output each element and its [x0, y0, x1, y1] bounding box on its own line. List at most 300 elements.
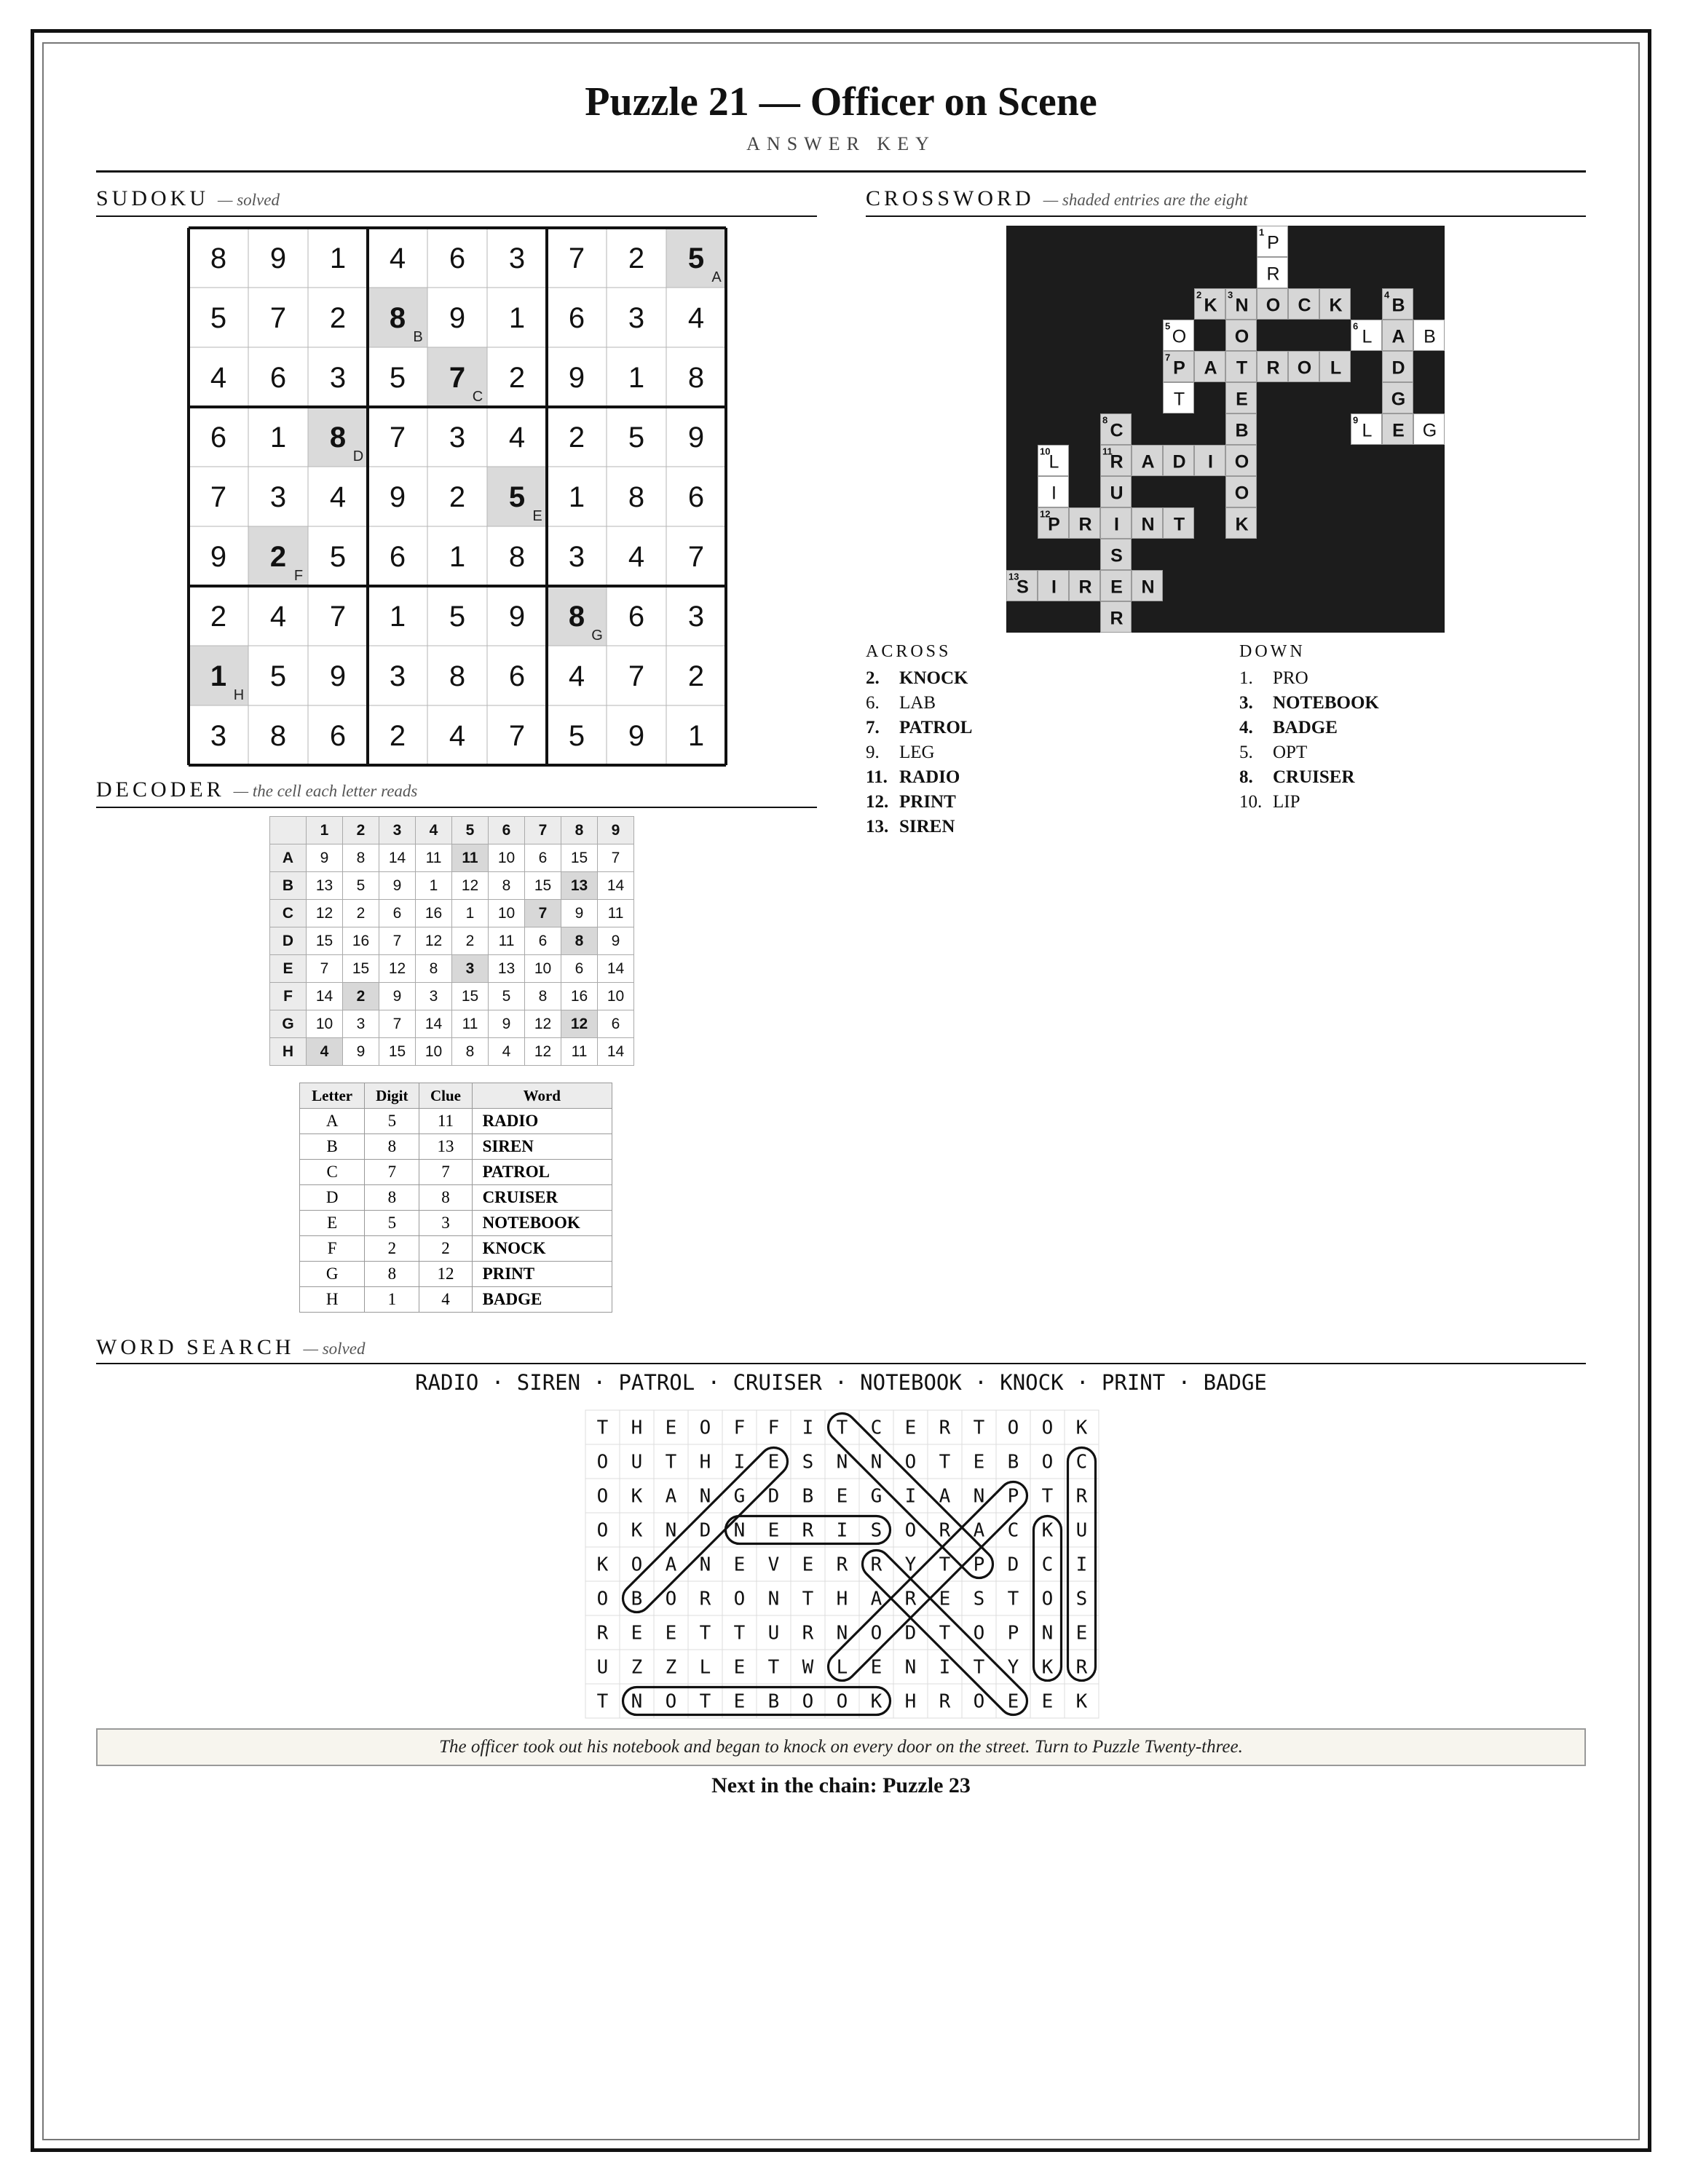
decoder-cell: 6 [525, 844, 561, 872]
wordsearch-letter: D [904, 1622, 917, 1645]
across-clue-answer: SIREN [899, 817, 955, 836]
decoder-column-header: 3 [379, 817, 416, 844]
sudoku-cell-tag: B [413, 329, 423, 345]
decoder-cell-highlighted: 7 [525, 900, 561, 927]
sudoku-digit: 9 [687, 422, 705, 454]
sudoku-digit: 2 [687, 660, 705, 692]
answer-row [300, 1287, 612, 1313]
crossword-letter: P [1048, 514, 1060, 535]
crossword-letter: D [1172, 451, 1186, 472]
hidden-message: The officer took out his notebook and began to knock on every door on the street. Turn to Puzzle Twenty-three. [96, 1728, 1586, 1766]
sudoku-digit: 6 [568, 302, 585, 334]
wordsearch-letter: E [767, 1519, 780, 1542]
sudoku-digit: 1 [508, 302, 526, 334]
wordsearch-letter: N [973, 1485, 985, 1508]
answer-digit: 5 [365, 1109, 419, 1134]
decoder-cell-highlighted: 11 [452, 844, 489, 872]
wordsearch-letter: N [699, 1554, 711, 1576]
crossword-grid [1006, 226, 1446, 633]
across-clue-answer: PATROL [899, 718, 973, 737]
decoder-cell: 10 [489, 844, 525, 872]
decoder-cell: 8 [452, 1038, 489, 1066]
decoder-cell: 5 [343, 872, 379, 900]
sudoku-digit: 5 [568, 720, 585, 752]
crossword-heading [866, 186, 1248, 211]
crossword-letter: N [1141, 514, 1155, 535]
answer-clue: 4 [419, 1287, 472, 1313]
wordsearch-letter: T [939, 1451, 951, 1473]
crossword-letter: A [1391, 326, 1405, 347]
sudoku-digit: 8 [687, 362, 705, 394]
sudoku-digit: 2 [449, 481, 466, 513]
decoder-row-letter: F [270, 983, 307, 1010]
down-clue-number: 10. [1239, 792, 1263, 812]
sudoku-cell-tag: C [472, 389, 483, 405]
decoder-cell-highlighted: 2 [343, 983, 379, 1010]
sudoku-digit: 4 [210, 362, 227, 394]
across-clue [866, 691, 972, 716]
decoder-cell: 7 [307, 955, 343, 983]
decoder-cell: 12 [416, 927, 452, 955]
down-clue-answer: CRUISER [1273, 767, 1355, 787]
wordsearch-letter: T [1041, 1485, 1054, 1508]
sudoku-digit: 1 [389, 601, 406, 633]
sudoku-digit: 5 [210, 302, 227, 334]
next-puzzle-label: Next in the chain: Puzzle 23 [711, 1773, 971, 1797]
sudoku-cell-tag: D [352, 448, 364, 464]
sudoku-digit: 9 [269, 242, 287, 274]
crossword-letter: R [1266, 264, 1280, 285]
sudoku-digit: 3 [269, 481, 287, 513]
answer-column-header: Word [472, 1083, 612, 1109]
sudoku-digit: 5 [508, 481, 526, 513]
answer-digit: 5 [365, 1211, 419, 1236]
decoder-cell: 15 [452, 983, 489, 1010]
sudoku-digit: 1 [687, 720, 705, 752]
wordsearch-letter: Y [904, 1554, 917, 1576]
crossword-letter: I [1051, 483, 1057, 504]
wordsearch-letter: S [802, 1451, 814, 1473]
wordsearch-letter: K [631, 1485, 643, 1508]
answer-word: NOTEBOOK [472, 1211, 612, 1236]
answer-word: RADIO [472, 1109, 612, 1134]
decoder-cell: 15 [525, 872, 561, 900]
wordsearch-letter: O [699, 1417, 711, 1439]
decoder-row [270, 844, 634, 872]
decoder-cell: 9 [598, 927, 634, 955]
sudoku-digit: 3 [628, 302, 645, 334]
across-clue [866, 666, 972, 691]
wordsearch-letter: U [596, 1656, 609, 1679]
crossword-clue-number: 4 [1384, 289, 1390, 301]
wordsearch-letter: R [1075, 1485, 1088, 1508]
crossword-clue-number: 2 [1196, 289, 1202, 301]
crossword-letter: O [1234, 451, 1249, 472]
wordsearch-letter: D [1007, 1554, 1019, 1576]
wordsearch-letter: A [973, 1519, 985, 1542]
across-clue [866, 815, 972, 839]
wordsearch-letter: C [1007, 1519, 1019, 1542]
crossword-clue-number: 7 [1165, 352, 1171, 363]
answer-digit: 8 [365, 1262, 419, 1287]
wordsearch-letter: R [1075, 1656, 1088, 1679]
sudoku-digit: 3 [568, 541, 585, 573]
decoder-row [270, 1010, 634, 1038]
crossword-letter: B [1424, 326, 1436, 347]
sudoku-digit: 8 [210, 242, 227, 274]
decoder-row [270, 872, 634, 900]
sudoku-cell-tag: E [532, 508, 542, 524]
down-clue [1239, 790, 1379, 815]
crossword-letter: E [1110, 577, 1123, 598]
crossword-clue-number: 11 [1102, 446, 1113, 457]
decoder-cell: 6 [379, 900, 416, 927]
wordsearch-rule [96, 1363, 1586, 1364]
decoder-row [270, 955, 634, 983]
sudoku-digit: 3 [508, 242, 526, 274]
decoder-cell: 9 [561, 900, 598, 927]
down-clue-number: 8. [1239, 767, 1253, 787]
wordsearch-letter: P [1007, 1485, 1019, 1508]
down-clue-number: 5. [1239, 743, 1253, 762]
across-clue-number: 13. [866, 817, 889, 836]
sudoku-digit: 6 [628, 601, 645, 633]
wordsearch-letter: S [1075, 1588, 1088, 1610]
wordsearch-letter: O [631, 1554, 643, 1576]
decoder-cell: 16 [416, 900, 452, 927]
decoder-cell: 12 [452, 872, 489, 900]
crossword-clue-number: 6 [1353, 320, 1359, 332]
crossword-letter: G [1391, 389, 1406, 410]
sudoku-digit: 4 [389, 242, 406, 274]
wordsearch-letter: T [699, 1690, 711, 1713]
crossword-clue-number: 13 [1008, 571, 1019, 582]
sudoku-digit: 3 [449, 422, 466, 454]
answer-word: CRUISER [472, 1185, 612, 1211]
decoder-cell: 11 [452, 1010, 489, 1038]
crossword-letter: R [1078, 514, 1092, 535]
wordsearch-letter: U [631, 1451, 643, 1473]
wordsearch-letter: A [665, 1485, 677, 1508]
sudoku-digit: 3 [329, 362, 347, 394]
crossword-letter: S [1110, 545, 1123, 566]
down-clue-list [1239, 666, 1379, 815]
wordsearch-letter: R [802, 1622, 814, 1645]
sudoku-digit: 7 [568, 242, 585, 274]
crossword-letter: P [1173, 357, 1185, 379]
decoder-cell: 11 [598, 900, 634, 927]
decoder-cell: 8 [416, 955, 452, 983]
decoder-cell: 11 [416, 844, 452, 872]
across-clue-number: 12. [866, 792, 889, 812]
answer-row [300, 1211, 612, 1236]
wordsearch-letter: E [733, 1690, 746, 1713]
sudoku-digit: 5 [449, 601, 466, 633]
decoder-cell: 3 [343, 1010, 379, 1038]
crossword-clue-number: 5 [1165, 320, 1171, 332]
wordsearch-letter: O [802, 1690, 814, 1713]
decoder-cell: 13 [489, 955, 525, 983]
crossword-letter: L [1330, 357, 1342, 379]
wordsearch-letter: E [1041, 1690, 1054, 1713]
sudoku-digit: 6 [449, 242, 466, 274]
crossword-letter: U [1110, 483, 1124, 504]
decoder-cell-highlighted: 8 [561, 927, 598, 955]
decoder-heading-note: — the cell each letter reads [233, 782, 418, 800]
wordsearch-letter: O [904, 1519, 917, 1542]
crossword-letter: N [1141, 577, 1155, 598]
wordsearch-letter: C [1041, 1554, 1054, 1576]
wordsearch-letter: K [1041, 1519, 1054, 1542]
crossword-letter: O [1172, 326, 1187, 347]
crossword-letter: I [1114, 514, 1119, 535]
wordsearch-letter: N [904, 1656, 917, 1679]
wordsearch-letter: O [596, 1451, 609, 1473]
wordsearch-letter: R [802, 1519, 814, 1542]
across-clue [866, 790, 972, 815]
answer-clue: 7 [419, 1160, 472, 1185]
sudoku-digit: 6 [269, 362, 287, 394]
sudoku-digit: 8 [628, 481, 645, 513]
sudoku-digit: 4 [687, 302, 705, 334]
wordsearch-letter: I [1075, 1554, 1088, 1576]
answer-letter: A [300, 1109, 365, 1134]
across-clue-number: 2. [866, 668, 880, 688]
decoder-cell: 10 [489, 900, 525, 927]
answer-column-header: Letter [300, 1083, 365, 1109]
wordsearch-letter: O [1041, 1417, 1054, 1439]
across-clue-answer: RADIO [899, 767, 960, 787]
sudoku-digit: 6 [508, 660, 526, 692]
answer-word: BADGE [472, 1287, 612, 1313]
crossword-letter: K [1204, 295, 1217, 316]
crossword-letter: G [1422, 420, 1437, 441]
sudoku-digit: 2 [269, 541, 287, 573]
across-clue-number: 9. [866, 743, 880, 762]
decoder-cell: 11 [489, 927, 525, 955]
decoder-corner-cell [270, 817, 307, 844]
decoder-cell: 5 [489, 983, 525, 1010]
answer-word: SIREN [472, 1134, 612, 1160]
answer-row [300, 1109, 612, 1134]
down-clue-answer: PRO [1273, 668, 1308, 688]
wordsearch-letter: E [1007, 1690, 1019, 1713]
answer-row [300, 1185, 612, 1211]
crossword-letter: L [1049, 451, 1059, 472]
wordsearch-letter: A [665, 1554, 677, 1576]
decoder-column-header: 4 [416, 817, 452, 844]
answer-clue: 12 [419, 1262, 472, 1287]
wordsearch-letter: E [733, 1554, 746, 1576]
answer-clue: 8 [419, 1185, 472, 1211]
wordsearch-letter: T [1007, 1588, 1019, 1610]
decoder-cell: 12 [525, 1038, 561, 1066]
decoder-cell: 4 [489, 1038, 525, 1066]
wordsearch-letter: F [767, 1417, 780, 1439]
wordsearch-letter: O [870, 1622, 883, 1645]
decoder-cell: 8 [343, 844, 379, 872]
down-clue [1239, 740, 1379, 765]
crossword-letter: C [1298, 295, 1311, 316]
sudoku-digit: 3 [687, 601, 705, 633]
decoder-cell: 15 [379, 1038, 416, 1066]
across-heading: ACROSS [866, 642, 952, 661]
answer-letter: B [300, 1134, 365, 1160]
crossword-letter: D [1391, 357, 1405, 379]
crossword-heading-label: CROSSWORD [866, 186, 1035, 210]
sudoku-digit: 1 [449, 541, 466, 573]
wordsearch-letter: R [836, 1554, 848, 1576]
sudoku-digit: 4 [269, 601, 287, 633]
wordsearch-letter: K [631, 1519, 643, 1542]
wordsearch-letter: I [733, 1451, 746, 1473]
down-clue [1239, 666, 1379, 691]
answer-letter: F [300, 1236, 365, 1262]
wordsearch-letter: O [596, 1519, 609, 1542]
wordsearch-letter: T [767, 1656, 780, 1679]
answer-header-row [300, 1083, 612, 1109]
wordsearch-letter: E [870, 1656, 883, 1679]
wordsearch-letter: E [836, 1485, 848, 1508]
wordsearch-letter: Y [1007, 1656, 1019, 1679]
crossword-letter: E [1392, 420, 1405, 441]
across-clue-answer: LEG [899, 743, 935, 762]
wordsearch-letter: F [733, 1417, 746, 1439]
crossword-letter: E [1236, 389, 1248, 410]
answer-digit: 2 [365, 1236, 419, 1262]
decoder-cell: 15 [307, 927, 343, 955]
wordsearch-letter: G [733, 1485, 746, 1508]
decoder-cell-highlighted: 4 [307, 1038, 343, 1066]
crossword-letter: R [1078, 577, 1092, 598]
wordsearch-letter: O [1041, 1451, 1054, 1473]
down-clue-answer: OPT [1273, 743, 1308, 762]
wordsearch-letter: E [939, 1588, 951, 1610]
sudoku-digit: 5 [269, 660, 287, 692]
crossword-letter: R [1266, 357, 1280, 379]
across-clue-number: 6. [866, 693, 880, 713]
answer-word: KNOCK [472, 1236, 612, 1262]
wordsearch-letter: T [596, 1417, 609, 1439]
wordsearch-letter: O [596, 1485, 609, 1508]
sudoku-digit: 7 [687, 541, 705, 573]
across-clue-answer: PRINT [899, 792, 956, 812]
decoder-cell: 6 [561, 955, 598, 983]
wordsearch-letter: I [836, 1519, 848, 1542]
wordsearch-letter: O [904, 1451, 917, 1473]
sudoku-cell-tag: G [591, 628, 603, 644]
wordsearch-letter: S [973, 1588, 985, 1610]
wordsearch-letter: O [596, 1588, 609, 1610]
crossword-letter: T [1173, 514, 1185, 535]
wordsearch-letter: K [596, 1554, 609, 1576]
answer-clue: 2 [419, 1236, 472, 1262]
decoder-cell: 12 [379, 955, 416, 983]
answer-letter: E [300, 1211, 365, 1236]
down-clue [1239, 716, 1379, 740]
decoder-row [270, 1038, 634, 1066]
decoder-cell: 8 [525, 983, 561, 1010]
decoder-row-letter: D [270, 927, 307, 955]
decoder-heading [96, 778, 417, 802]
down-heading: DOWN [1239, 642, 1306, 661]
sudoku-digit: 2 [389, 720, 406, 752]
crossword-letter: P [1267, 232, 1279, 253]
wordsearch-grid [584, 1409, 1099, 1719]
decoder-cell: 13 [307, 872, 343, 900]
crossword-letter: N [1235, 295, 1249, 316]
crossword-clue-number: 3 [1228, 289, 1233, 301]
sudoku-digit: 7 [269, 302, 287, 334]
wordsearch-letter: H [631, 1417, 643, 1439]
sudoku-digit: 3 [210, 720, 227, 752]
wordsearch-letter: E [802, 1554, 814, 1576]
wordsearch-letter: V [767, 1554, 780, 1576]
sudoku-heading-note: — solved [218, 191, 280, 209]
answer-digit: 7 [365, 1160, 419, 1185]
decoder-row-letter: G [270, 1010, 307, 1038]
page-subtitle: ANSWER KEY [746, 133, 936, 154]
crossword-letter: L [1362, 420, 1373, 441]
across-clue-number: 7. [866, 718, 880, 737]
wordsearch-letter: N [631, 1690, 643, 1713]
answer-letter: C [300, 1160, 365, 1185]
wordsearch-letter: N [733, 1519, 746, 1542]
sudoku-digit: 4 [628, 541, 645, 573]
decoder-answer-table [299, 1083, 612, 1313]
wordsearch-letter: E [631, 1622, 643, 1645]
sudoku-grid [186, 226, 728, 767]
decoder-cell: 11 [561, 1038, 598, 1066]
sudoku-digit: 8 [568, 601, 585, 633]
answer-clue: 13 [419, 1134, 472, 1160]
wordsearch-letter: O [665, 1690, 677, 1713]
wordsearch-letter: T [939, 1622, 951, 1645]
wordsearch-letter: L [836, 1656, 848, 1679]
wordsearch-letter: N [836, 1622, 848, 1645]
wordsearch-letter: G [870, 1485, 883, 1508]
sudoku-digit: 8 [449, 660, 466, 692]
decoder-cell: 14 [598, 872, 634, 900]
wordsearch-letter: P [1007, 1622, 1019, 1645]
answer-column-header: Clue [419, 1083, 472, 1109]
sudoku-digit: 9 [210, 541, 227, 573]
decoder-cell: 9 [489, 1010, 525, 1038]
wordsearch-letter: T [733, 1622, 746, 1645]
decoder-cell: 14 [416, 1010, 452, 1038]
decoder-cell: 12 [307, 900, 343, 927]
sudoku-digit: 5 [687, 242, 705, 274]
wordsearch-letter: T [802, 1588, 814, 1610]
wordsearch-letter: S [870, 1519, 883, 1542]
crossword-letter: A [1141, 451, 1155, 472]
sudoku-digit: 9 [389, 481, 406, 513]
decoder-cell: 10 [307, 1010, 343, 1038]
decoder-cell: 14 [598, 955, 634, 983]
sudoku-digit: 5 [389, 362, 406, 394]
sudoku-digit: 1 [628, 362, 645, 394]
answer-row [300, 1262, 612, 1287]
down-clue-answer: BADGE [1273, 718, 1338, 737]
crossword-letter: I [1051, 577, 1057, 598]
answer-row [300, 1160, 612, 1185]
wordsearch-letter: B [631, 1588, 643, 1610]
sudoku-digit: 9 [508, 601, 526, 633]
crossword-clue-number: 1 [1259, 226, 1265, 238]
wordsearch-letter: O [665, 1588, 677, 1610]
decoder-cell: 10 [525, 955, 561, 983]
sudoku-digit: 7 [628, 660, 645, 692]
